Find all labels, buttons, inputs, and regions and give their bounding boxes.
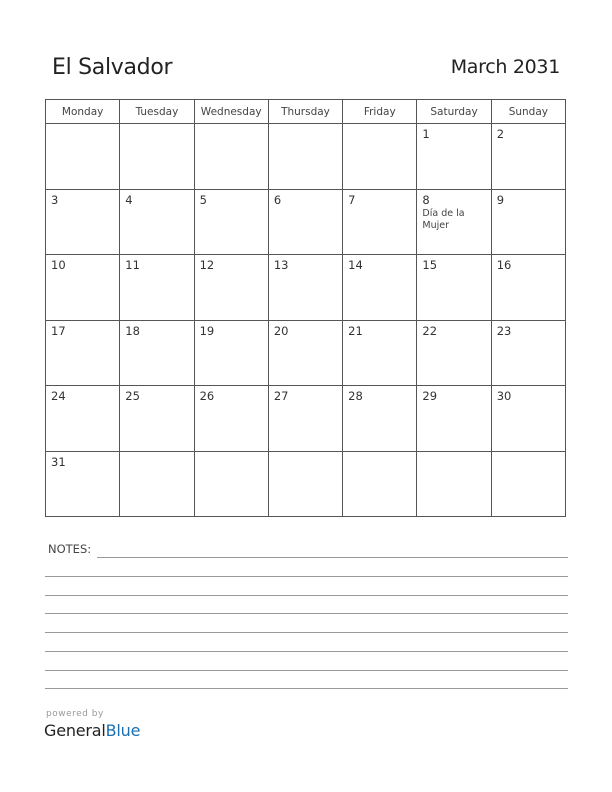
day-number: 23 <box>496 323 512 338</box>
week-row <box>46 320 566 386</box>
day-cell <box>194 189 268 255</box>
weekday-friday: Friday <box>343 100 417 124</box>
day-cell <box>46 255 120 321</box>
day-number: 6 <box>273 192 282 207</box>
day-number: 9 <box>496 192 505 207</box>
day-number: 3 <box>51 192 59 207</box>
week-row <box>46 386 566 452</box>
day-number: 7 <box>348 192 356 207</box>
day-number: 12 <box>199 258 215 272</box>
day-number: 24 <box>51 389 66 403</box>
day-cell <box>120 189 194 255</box>
day-cell <box>120 255 194 321</box>
day-number: 18 <box>125 323 140 338</box>
day-number: 4 <box>125 192 133 207</box>
day-cell <box>491 124 565 190</box>
brand-logo[interactable] <box>44 721 140 740</box>
day-number: 16 <box>496 258 512 272</box>
day-number <box>120 124 193 128</box>
notes-label: NOTES: <box>48 542 92 556</box>
day-cell <box>417 451 491 517</box>
weekday-wednesday: Wednesday <box>194 100 268 124</box>
day-cell <box>417 189 491 255</box>
day-number: 13 <box>273 258 289 272</box>
day-cell <box>343 386 417 452</box>
day-cell <box>417 124 491 190</box>
day-number: 10 <box>51 258 66 272</box>
day-cell <box>46 189 120 255</box>
country-title: El Salvador <box>52 55 173 80</box>
day-cell <box>268 189 342 255</box>
day-cell <box>268 255 342 321</box>
weekday-thursday: Thursday <box>268 100 342 124</box>
day-number <box>46 124 119 128</box>
day-cell <box>120 320 194 386</box>
day-number <box>343 124 416 128</box>
day-cell <box>120 451 194 517</box>
day-number: 2 <box>496 127 505 141</box>
day-cell <box>491 451 565 517</box>
brand-general: General <box>44 721 106 740</box>
week-row <box>46 255 566 321</box>
day-number <box>195 124 268 128</box>
day-cell <box>343 189 417 255</box>
day-number: 28 <box>348 389 363 403</box>
day-cell <box>491 386 565 452</box>
day-cell <box>46 386 120 452</box>
weekday-tuesday: Tuesday <box>120 100 194 124</box>
day-cell <box>343 320 417 386</box>
day-number: 14 <box>348 258 363 272</box>
day-number: 21 <box>348 323 363 338</box>
day-cell <box>194 386 268 452</box>
day-cell <box>194 124 268 190</box>
note-line <box>45 595 568 596</box>
note-line <box>45 576 568 577</box>
day-number: 29 <box>422 389 438 403</box>
day-number: 5 <box>199 192 207 207</box>
note-line <box>45 651 568 652</box>
weekday-monday: Monday <box>46 100 120 124</box>
note-line <box>97 557 568 558</box>
day-number: 25 <box>125 389 140 403</box>
day-number: 31 <box>51 454 66 469</box>
day-cell <box>46 451 120 517</box>
weekday-saturday: Saturday <box>417 100 491 124</box>
day-cell <box>417 386 491 452</box>
day-cell <box>194 320 268 386</box>
day-number: 19 <box>199 323 215 338</box>
day-number <box>417 452 490 456</box>
week-row <box>46 124 566 190</box>
day-cell <box>268 386 342 452</box>
day-cell <box>194 255 268 321</box>
note-line <box>45 632 568 633</box>
holiday-label: Día de la Mujer <box>422 207 465 231</box>
day-cell <box>120 386 194 452</box>
day-number <box>195 452 268 456</box>
day-cell <box>417 320 491 386</box>
calendar-grid <box>45 99 566 517</box>
day-cell <box>268 124 342 190</box>
powered-by-text: powered by <box>46 709 104 719</box>
day-cell <box>268 320 342 386</box>
day-number <box>120 452 193 456</box>
day-cell <box>491 189 565 255</box>
day-cell <box>46 320 120 386</box>
day-number: 1 <box>422 127 430 141</box>
day-cell <box>417 255 491 321</box>
day-number: 26 <box>199 389 215 403</box>
note-line <box>45 688 568 689</box>
day-cell <box>491 255 565 321</box>
day-number: 17 <box>51 323 66 338</box>
day-number <box>269 452 342 456</box>
weekday-header-row <box>46 100 566 124</box>
day-cell <box>491 320 565 386</box>
note-line <box>45 613 568 614</box>
brand-blue: Blue <box>105 721 141 740</box>
month-year-title: March 2031 <box>450 56 560 78</box>
day-cell <box>46 124 120 190</box>
day-number: 15 <box>422 258 438 272</box>
week-row <box>46 189 566 255</box>
day-cell <box>343 451 417 517</box>
note-line <box>45 670 568 671</box>
day-cell <box>343 124 417 190</box>
day-number <box>269 124 342 128</box>
day-number: 20 <box>273 323 289 338</box>
day-number: 22 <box>422 323 438 338</box>
day-number: 27 <box>273 389 289 403</box>
day-number: 8 <box>422 192 430 207</box>
week-row <box>46 451 566 517</box>
day-number: 11 <box>125 258 140 272</box>
day-number <box>343 452 416 456</box>
day-cell <box>268 451 342 517</box>
day-cell <box>120 124 194 190</box>
day-cell <box>343 255 417 321</box>
day-cell <box>194 451 268 517</box>
day-number <box>492 452 565 456</box>
weekday-sunday: Sunday <box>491 100 565 124</box>
day-number: 30 <box>496 389 512 403</box>
